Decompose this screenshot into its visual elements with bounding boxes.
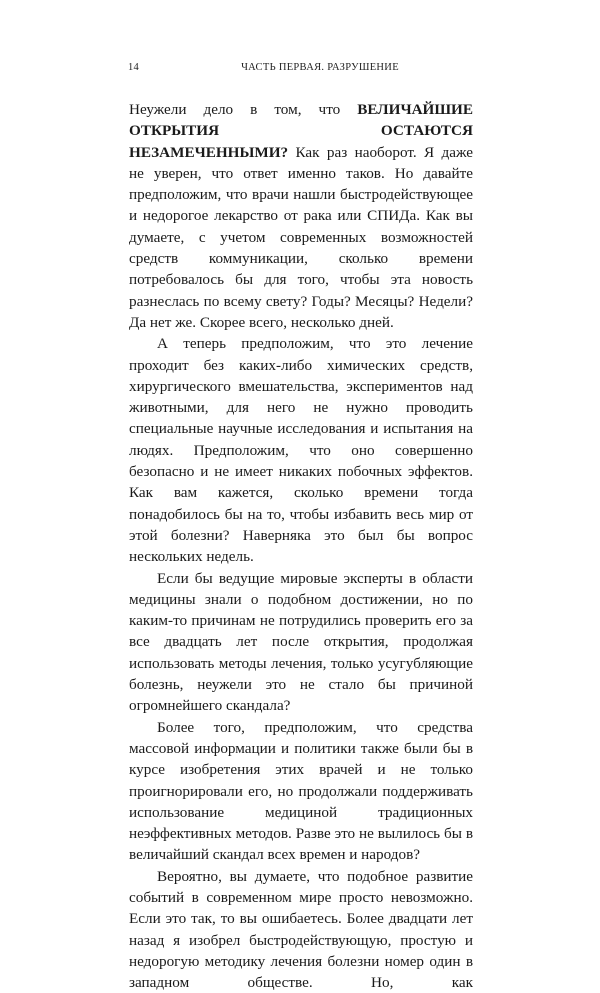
page-number: 14 (128, 62, 140, 73)
body-text (129, 99, 473, 993)
paragraph-1 (129, 99, 473, 333)
running-header (128, 62, 472, 80)
paragraph-1-lead: Неужели дело в том, что (129, 101, 358, 118)
paragraph-5: Вероятно, вы думаете, что подобное развитие событий в современном мире просто невозможно. Если это так, то вы ошибаетесь. Более двадцати лет назад я изобрел быстродействующую, простую и недорогую методику лечения болезни номер один в западном обществе. Но, как (129, 867, 473, 992)
paragraph-2: А теперь предположим, что это лечение проходит без каких-либо химических средств, хирургического вмешательства, экспериментов над животными, для него не нужно проводить специальные научные исследования и испытания на людях. Предположим, что оно совершенно безопасно и не имеет никаких побочных эффектов. Как вам кажется, сколько времени тогда понадобилось бы на то, чтобы избавить весь мир от этой болезни? Наверняка это был бы вопрос нескольких недель. (129, 335, 473, 566)
running-title: ЧАСТЬ ПЕРВАЯ. РАЗРУШЕНИЕ (241, 62, 399, 73)
paragraph-3: Если бы ведущие мировые эксперты в области медицины знали о подобном достижении, но по каким-то причинам не потрудились проверить его за все двадцать лет после открытия, продолжая использовать методы лечения, только усугубляющие болезнь, неужели это не стало бы причиной огромнейшего скандала? (129, 569, 473, 715)
paragraph-1-emphasis: ВЕЛИЧАЙШИЕ ОТКРЫТИЯ ОСТАЮТСЯ НЕЗАМЕЧЕННЫМИ? (129, 101, 473, 161)
paragraph-1-rest: Как раз наоборот. Я даже не уверен, что ответ именно таков. Но давайте предположим, что врачи нашли быстродействующее и недорогое лекарство от рака или СПИДа. Как вы думаете, с учетом современных возможностей средств коммуникации, сколько времени потребовалось бы для того, чтобы эта новость разнеслась по всему свету? Годы? Месяцы? Недели? Да нет же. Скорее всего, несколько дней. (129, 143, 473, 331)
paragraph-4: Более того, предположим, что средства массовой информации и политики также были бы в курсе изобретения этих врачей и не только проигнорировали его, но продолжали поддерживать использование медициной традиционных неэффективных методов. Разве это не вылилось бы в величайший скандал всех времен и народов? (129, 718, 473, 864)
